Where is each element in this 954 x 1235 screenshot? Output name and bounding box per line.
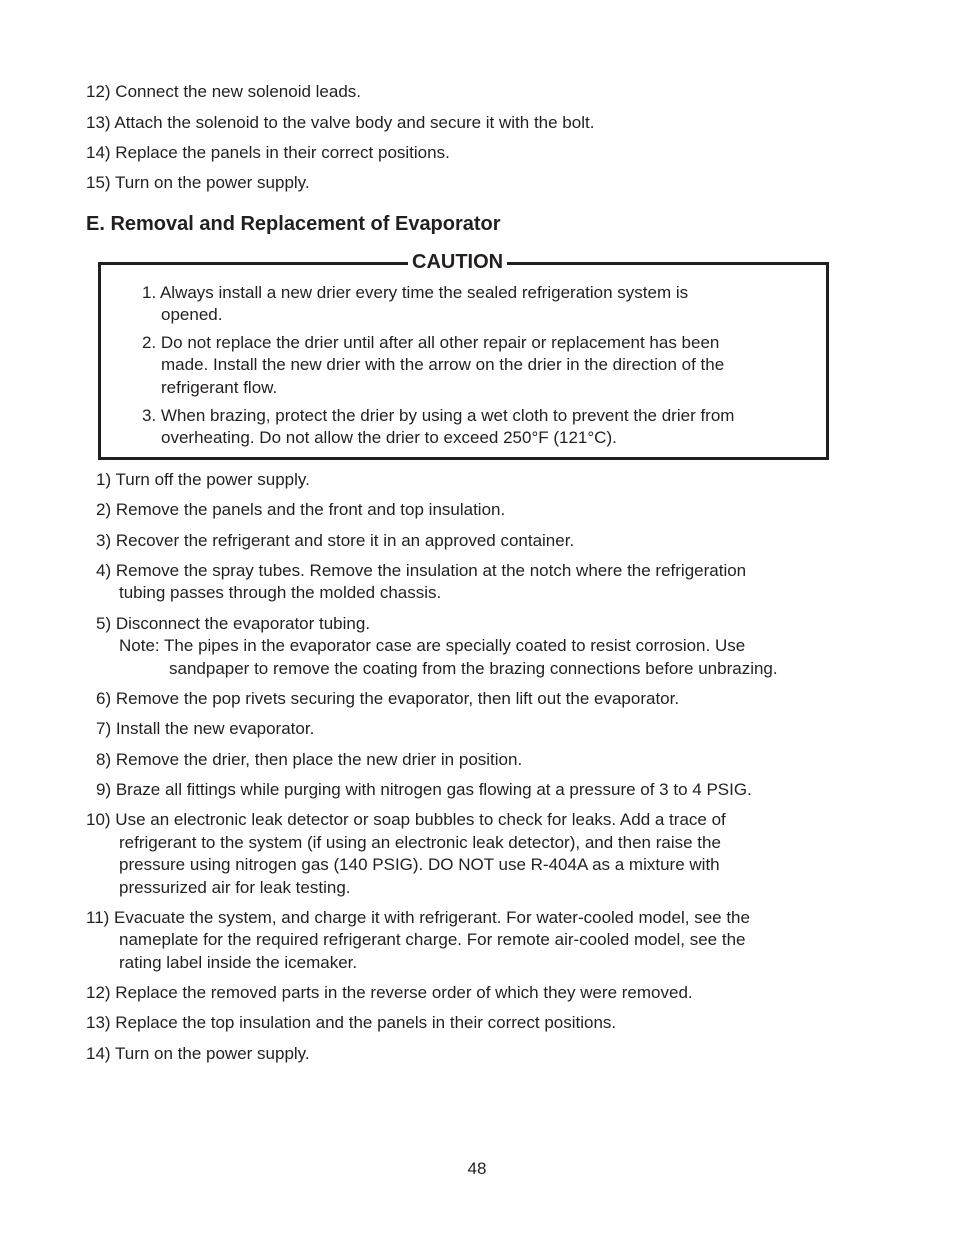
step-11: 11) Evacuate the system, and charge it with refrigerant. For water-cooled model, see the [86,908,750,927]
step-7: 7) Install the new evaporator. [96,719,315,738]
page-number: 48 [467,1159,487,1178]
step-10-cont: refrigerant to the system (if using an electronic leak detector), and then raise the [119,833,721,852]
caution-item-1: 1. Always install a new drier every time the sealed refrigeration system is [142,283,689,302]
step-4-cont: tubing passes through the molded chassis. [119,583,442,602]
caution-item-1-cont: opened. [161,305,223,324]
step-15-top: 15) Turn on the power supply. [86,173,310,192]
step-11-cont: rating label inside the icemaker. [119,953,358,972]
step-13-top: 13) Attach the solenoid to the valve body and secure it with the bolt. [86,113,595,132]
step-4: 4) Remove the spray tubes. Remove the insulation at the notch where the refrigeration [96,561,747,580]
step-12-top: 12) Connect the new solenoid leads. [86,82,362,101]
step-10-cont: pressurized air for leak testing. [119,878,351,897]
step-10-cont: pressure using nitrogen gas (140 PSIG). DO NOT use R-404A as a mixture with [119,855,720,874]
step-14: 14) Turn on the power supply. [86,1044,310,1063]
step-1: 1) Turn off the power supply. [96,470,310,489]
caution-item-2: 2. Do not replace the drier until after all other repair or replacement has been [142,333,720,352]
step-12: 12) Replace the removed parts in the reverse order of which they were removed. [86,983,693,1002]
caution-title: CAUTION [408,250,507,274]
step-5-note-cont: sandpaper to remove the coating from the brazing connections before unbrazing. [169,659,778,678]
step-5: 5) Disconnect the evaporator tubing. [96,614,371,633]
step-6: 6) Remove the pop rivets securing the evaporator, then lift out the evaporator. [96,689,680,708]
step-8: 8) Remove the drier, then place the new drier in position. [96,750,523,769]
step-10: 10) Use an electronic leak detector or soap bubbles to check for leaks. Add a trace of [86,810,726,829]
step-11-cont: nameplate for the required refrigerant charge. For remote air-cooled model, see the [119,930,746,949]
step-13: 13) Replace the top insulation and the panels in their correct positions. [86,1013,617,1032]
caution-item-2-cont: refrigerant flow. [161,378,278,397]
caution-item-2-cont: made. Install the new drier with the arrow on the drier in the direction of the [161,355,725,374]
step-14-top: 14) Replace the panels in their correct positions. [86,143,450,162]
step-9: 9) Braze all fittings while purging with nitrogen gas flowing at a pressure of 3 to 4 PSIG. [96,780,752,799]
caution-item-3-cont: overheating. Do not allow the drier to exceed 250°F (121°C). [161,428,617,447]
caution-item-3: 3. When brazing, protect the drier by using a wet cloth to prevent the drier from [142,406,735,425]
step-3: 3) Recover the refrigerant and store it in an approved container. [96,531,575,550]
step-5-note: Note: The pipes in the evaporator case are specially coated to resist corrosion. Use [119,636,746,655]
section-heading: E. Removal and Replacement of Evaporator [86,213,501,235]
step-2: 2) Remove the panels and the front and top insulation. [96,500,506,519]
